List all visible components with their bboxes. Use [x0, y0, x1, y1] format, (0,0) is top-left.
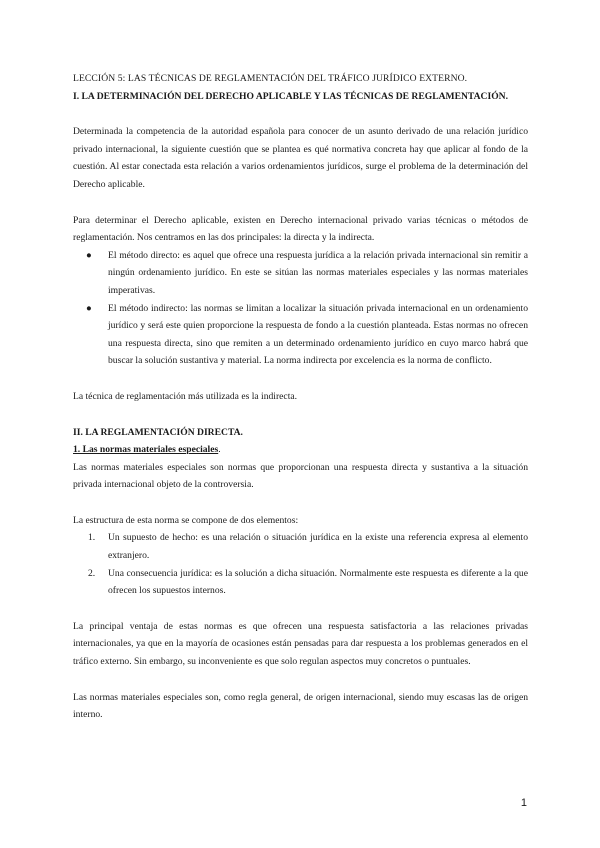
list-item-number: 1.: [88, 532, 96, 544]
list-item-number: 2.: [88, 567, 96, 579]
subsection-heading-text: 1. Las normas materiales especiales: [73, 444, 219, 456]
section-2-paragraph-2: La estructura de esta norma se compone de dos elementos:: [73, 514, 299, 526]
section-1-heading: I. LA DETERMINACIÓN DEL DERECHO APLICABLE Y LAS TÉCNICAS DE REGLAMENTACIÓN.: [73, 90, 508, 102]
section-2-paragraph-1: Las normas materiales especiales son normas que proporcionan una respuesta directa y sustantiva a la situación privada internacional objeto de la controversia.: [73, 461, 528, 491]
elements-list: [73, 529, 528, 599]
section-2-heading: II. LA REGLAMENTACIÓN DIRECTA.: [73, 426, 243, 438]
lesson-title: LECCIÓN 5: LAS TÉCNICAS DE REGLAMENTACIÓN DEL TRÁFICO JURÍDICO EXTERNO.: [73, 73, 468, 84]
list-item-text: Un supuesto de hecho: es una relación o situación jurídica en la existe una referencia expresa al elemento extranjero.: [108, 532, 528, 562]
subsection-heading: [73, 441, 528, 459]
list-item: [73, 565, 528, 600]
methods-list: [73, 247, 528, 370]
section-2-paragraph-4: Las normas materiales especiales son, como regla general, de origen internacional, siendo muy escasas las de origen interno.: [73, 691, 528, 721]
bullet-icon: ●: [86, 249, 92, 261]
list-item-text: El método indirecto: las normas se limitan a localizar la situación privada internacional en un ordenamiento jurídico y será este quien proporcione la respuesta de fondo a la cuestión planteada. Estas normas no ofrecen una respuesta directa, sino que remiten a un determinado ordenamiento jurídico en cuyo marco habrá que buscar la solución sustantiva y material. La norma indirecta por excelencia es la norma de conflicto.: [108, 302, 528, 367]
bullet-icon: ●: [86, 302, 92, 314]
list-item: [73, 247, 528, 300]
list-item-text: El método directo: es aquel que ofrece una respuesta jurídica a la relación privada internacional sin remitir a ningún ordenamiento jurídico. En este se sitúan las normas materiales especiales y las normas materiales imperativas.: [108, 249, 528, 296]
page-number: 1: [520, 797, 527, 809]
section-2-paragraph-3: La principal ventaja de estas normas es que ofrecen una respuesta satisfactoria a las relaciones privadas internacionales, ya que en la mayoría de ocasiones están pensadas para dar respuesta a los problemas generados en el tráfico externo. Sin embargo, su inconveniente es que solo regulan aspectos muy concretos o puntuales.: [73, 620, 528, 668]
section-1-paragraph-1: Determinada la competencia de la autoridad española para conocer de un asunto derivado de una relación jurídico privado internacional, la siguiente cuestión que se plantea es qué normativa concreta hay que aplicar al fondo de la cuestión. Al estar conectada esta relación a varios ordenamientos jurídicos, surge el problema de la determinación del Derecho aplicable.: [73, 126, 528, 190]
subsection-heading-suffix: .: [218, 444, 221, 456]
list-item: [73, 529, 528, 564]
list-item-text: Una consecuencia jurídica: es la solución a dicha situación. Normalmente este respuesta es diferente a la que ofrecen los supuestos internos.: [108, 567, 528, 597]
list-item: [73, 300, 528, 370]
section-1-paragraph-3: La técnica de reglamentación más utilizada es la indirecta.: [73, 390, 298, 402]
section-1-paragraph-2: Para determinar el Derecho aplicable, existen en Derecho internacional privado varias técnicas o métodos de reglamentación. Nos centramos en las dos principales: la directa y la indirecta.: [73, 214, 528, 244]
